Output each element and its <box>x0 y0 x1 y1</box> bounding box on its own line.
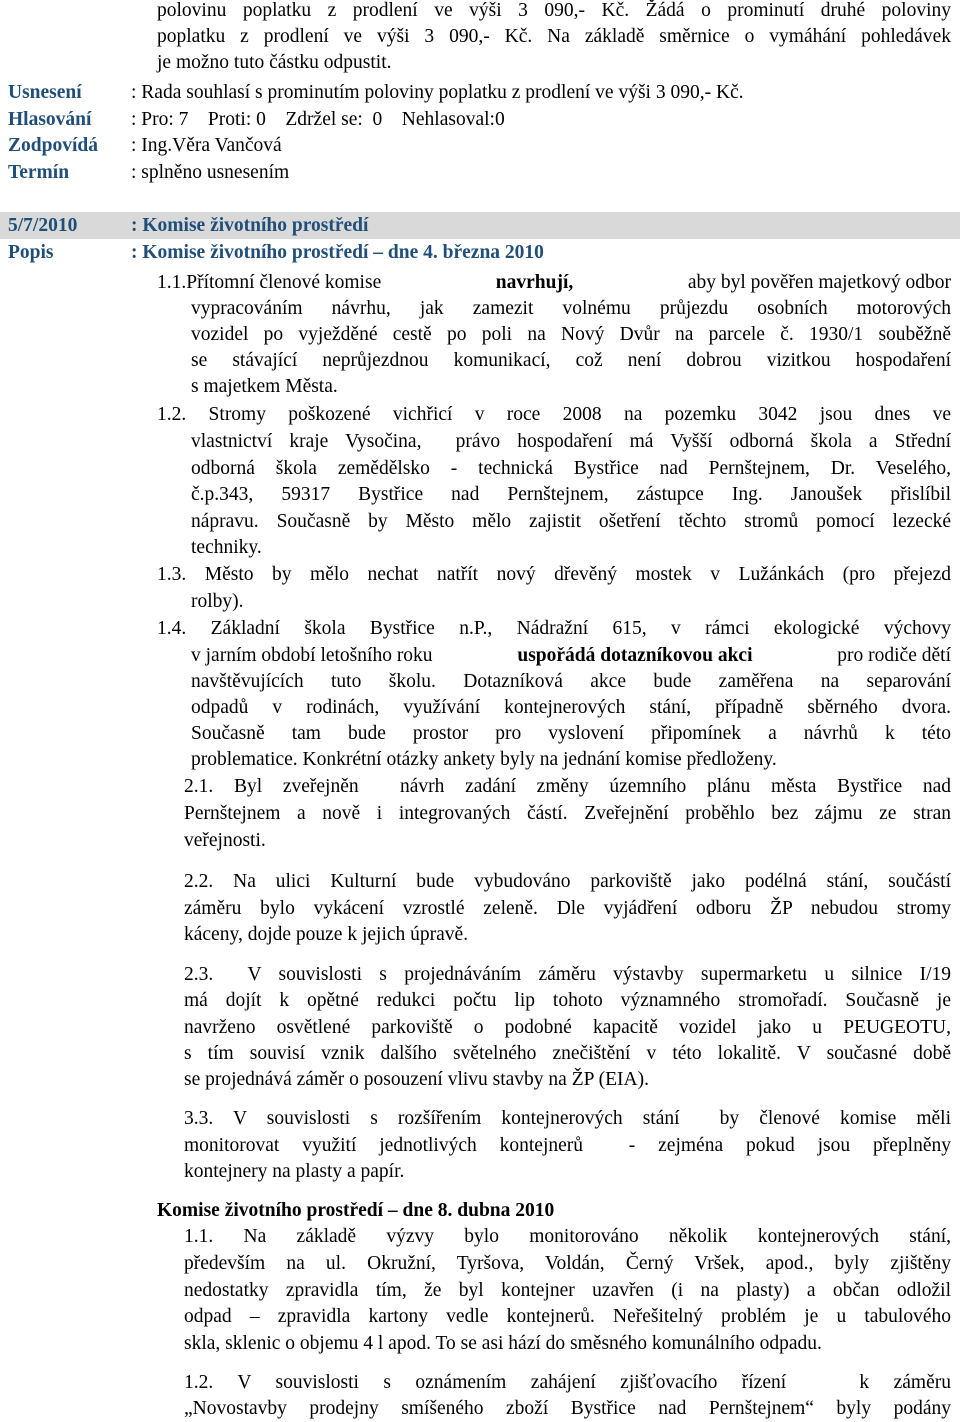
intro-line-3: je možno tuto částku odpustit. <box>157 52 392 73</box>
value-usneseni: : Rada souhlasí s prominutím poloviny poplatku z prodlení ve výši 3 090,- Kč. <box>131 82 744 103</box>
para-1-1-line-4: se stávající neprůjezdnou komunikací, což není dobrou vizitkou hospodaření <box>191 350 951 371</box>
para-1-4-line-2: v jarním období letošního roku uspořádá dotazníkovou akci pro rodiče dětí <box>191 643 951 669</box>
para-1-2-line-3: odborná škola zemědělsko - technická Bystřice nad Pernštejnem, Dr. Veselého, <box>191 458 951 479</box>
para-apr-1-1-line-1: 1.1. Na základě výzvy bylo monitorováno několik kontejnerových stání, <box>184 1226 951 1247</box>
para-2-2-line-2: záměru bylo vykácení vzrostlé zeleně. Dle vyjádření odboru ŽP nebudou stromy <box>184 898 951 919</box>
para-1-3-line-1: 1.3. Město by mělo nechat natřít nový dřevěný mostek v Lužánkách (pro přejezd <box>157 564 951 585</box>
para-1-4-line-4: odpadů v rodinách, využívání kontejnerových stání, případně sběrného dvora. <box>191 697 951 718</box>
para-1-1-line-5: s majetkem Města. <box>191 376 338 397</box>
para-1-4-line-6: problematice. Konkrétní otázky ankety byly na jednání komise předloženy. <box>191 749 777 770</box>
para-3-3-line-2: monitorovat využití jednotlivých kontejnerů - zejména pokud jsou přeplněny <box>184 1135 951 1156</box>
para-2-3-line-1: 2.3. V souvislosti s projednáváním záměru výstavby supermarketu u silnice I/19 <box>184 964 951 985</box>
para-apr-1-2-line-1: 1.2. V souvislosti s oznámením zahájení zjišťovacího řízení k záměru <box>184 1372 951 1393</box>
para-2-1-line-3: veřejnosti. <box>184 830 266 851</box>
para-1-1-line-2: vypracováním návrhu, jak zamezit volnému průjezdu osobních motorových <box>191 298 951 319</box>
value-hlasovani: : Pro: 7 Proti: 0 Zdržel se: 0 Nehlasoval:0 <box>131 109 505 130</box>
value-zodpovida: : Ing.Věra Vančová <box>131 135 282 156</box>
para-apr-1-1-line-2: především na ul. Okružní, Tyršova, Voldán, Černý Vršek, apod., byly zjištěny <box>184 1253 951 1274</box>
para-1-2-line-5: nápravu. Současně by Město mělo zajistit ošetření těchto stromů pomocí lezecké <box>191 511 951 532</box>
para-2-3-line-3: navrženo osvětlené parkoviště o podobné kapacitě vozidel jako u PEUGEOTU, <box>184 1017 951 1038</box>
label-usneseni: Usnesení <box>8 82 82 103</box>
para-1-4-line-3: navštěvujících tuto školu. Dotazníková akce bude zaměřena na separování <box>191 671 951 692</box>
item-title: : Komise životního prostředí <box>131 215 369 236</box>
para-1-4-line-1: 1.4. Základní škola Bystřice n.P., Nádražní 615, v rámci ekologické výchovy <box>157 618 951 639</box>
para-2-3-line-2: má dojít k opětné redukci počtu lip tohoto významného stromořadí. Současně je <box>184 990 951 1011</box>
label-popis: Popis <box>8 242 54 263</box>
para-apr-1-1-line-5: skla, sklenic o objemu 4 l apod. To se asi hází do směsného komunálního odpadu. <box>184 1333 822 1354</box>
para-apr-1-2-line-2: „Novostavby prodejny smíšeného zboží Bystřice nad Pernštejnem“ byly podány <box>184 1398 951 1419</box>
para-1-4-line-5: Současně tam bude prostor pro vyslovení připomínek a návrhů k této <box>191 723 951 744</box>
para-apr-1-1-line-3: nedostatky zpravidla tím, že byl kontejner uzavřen (i na plasty) a občan odložil <box>184 1280 951 1301</box>
para-2-1-line-2: Pernštejnem a nově i integrovaných částí. Zveřejnění proběhlo bez zájmu ze stran <box>184 803 951 824</box>
para-apr-1-1-line-4: odpad – zpravidla kartony vedle kontejnerů. Neřešitelný problém je u tabulového <box>184 1306 951 1327</box>
para-1-2-line-2: vlastnictví kraje Vysočina, právo hospodaření má Vyšší odborná škola a Střední <box>191 431 951 452</box>
para-1-1-line-3: vozidel po vyježděné cestě po poli na Nový Dvůr na parcele č. 1930/1 souběžně <box>191 324 951 345</box>
value-termin: : splněno usnesením <box>131 162 290 183</box>
para-1-1-line-1: 1.1.Přítomní členové komise navrhují, aby byl pověřen majetkový odbor <box>157 270 951 296</box>
para-2-2-line-1: 2.2. Na ulici Kulturní bude vybudováno parkoviště jako podélná stání, součástí <box>184 871 951 892</box>
popis-value: : Komise životního prostředí – dne 4. března 2010 <box>131 242 544 263</box>
para-1-2-line-1: 1.2. Stromy poškozené vichřicí v roce 2008 na pozemku 3042 jsou dnes ve <box>157 404 951 425</box>
para-1-2-line-6: techniky. <box>191 537 262 558</box>
para-1-3-line-2: rolby). <box>191 591 244 612</box>
intro-line-2: poplatku z prodlení ve výši 3 090,- Kč. Na základě směrnice o vymáhání pohledávek <box>157 26 951 47</box>
para-3-3-line-3: kontejnery na plasty a papír. <box>184 1161 405 1182</box>
intro-line-1: polovinu poplatku z prodlení ve výši 3 090,- Kč. Žádá o prominutí druhé poloviny <box>157 0 951 21</box>
emphasis-dotaznikova-akce: uspořádá dotazníkovou akci <box>517 645 753 666</box>
para-2-2-line-3: káceny, dojde pouze k jejich úpravě. <box>184 924 469 945</box>
label-termin: Termín <box>8 162 70 183</box>
item-number: 5/7/2010 <box>8 215 78 236</box>
emphasis-navrhuji: navrhují, <box>495 272 574 293</box>
section-heading-april: Komise životního prostředí – dne 8. dubna 2010 <box>157 1200 555 1221</box>
label-zodpovida: Zodpovídá <box>8 135 98 156</box>
para-2-3-line-4: s tím souvisí vznik dalšího světelného znečištění v této lokalitě. V současné době <box>184 1043 951 1064</box>
para-1-2-line-4: č.p.343, 59317 Bystřice nad Pernštejnem, zástupce Ing. Janoušek přislíbil <box>191 484 951 505</box>
para-2-3-line-5: se projednává záměr o posouzení vlivu stavby na ŽP (EIA). <box>184 1069 649 1090</box>
label-hlasovani: Hlasování <box>8 109 92 130</box>
para-2-1-line-1: 2.1. Byl zveřejněn návrh zadání změny územního plánu města Bystřice nad <box>184 776 951 797</box>
para-3-3-line-1: 3.3. V souvislosti s rozšířením kontejnerových stání by členové komise měli <box>184 1108 951 1129</box>
